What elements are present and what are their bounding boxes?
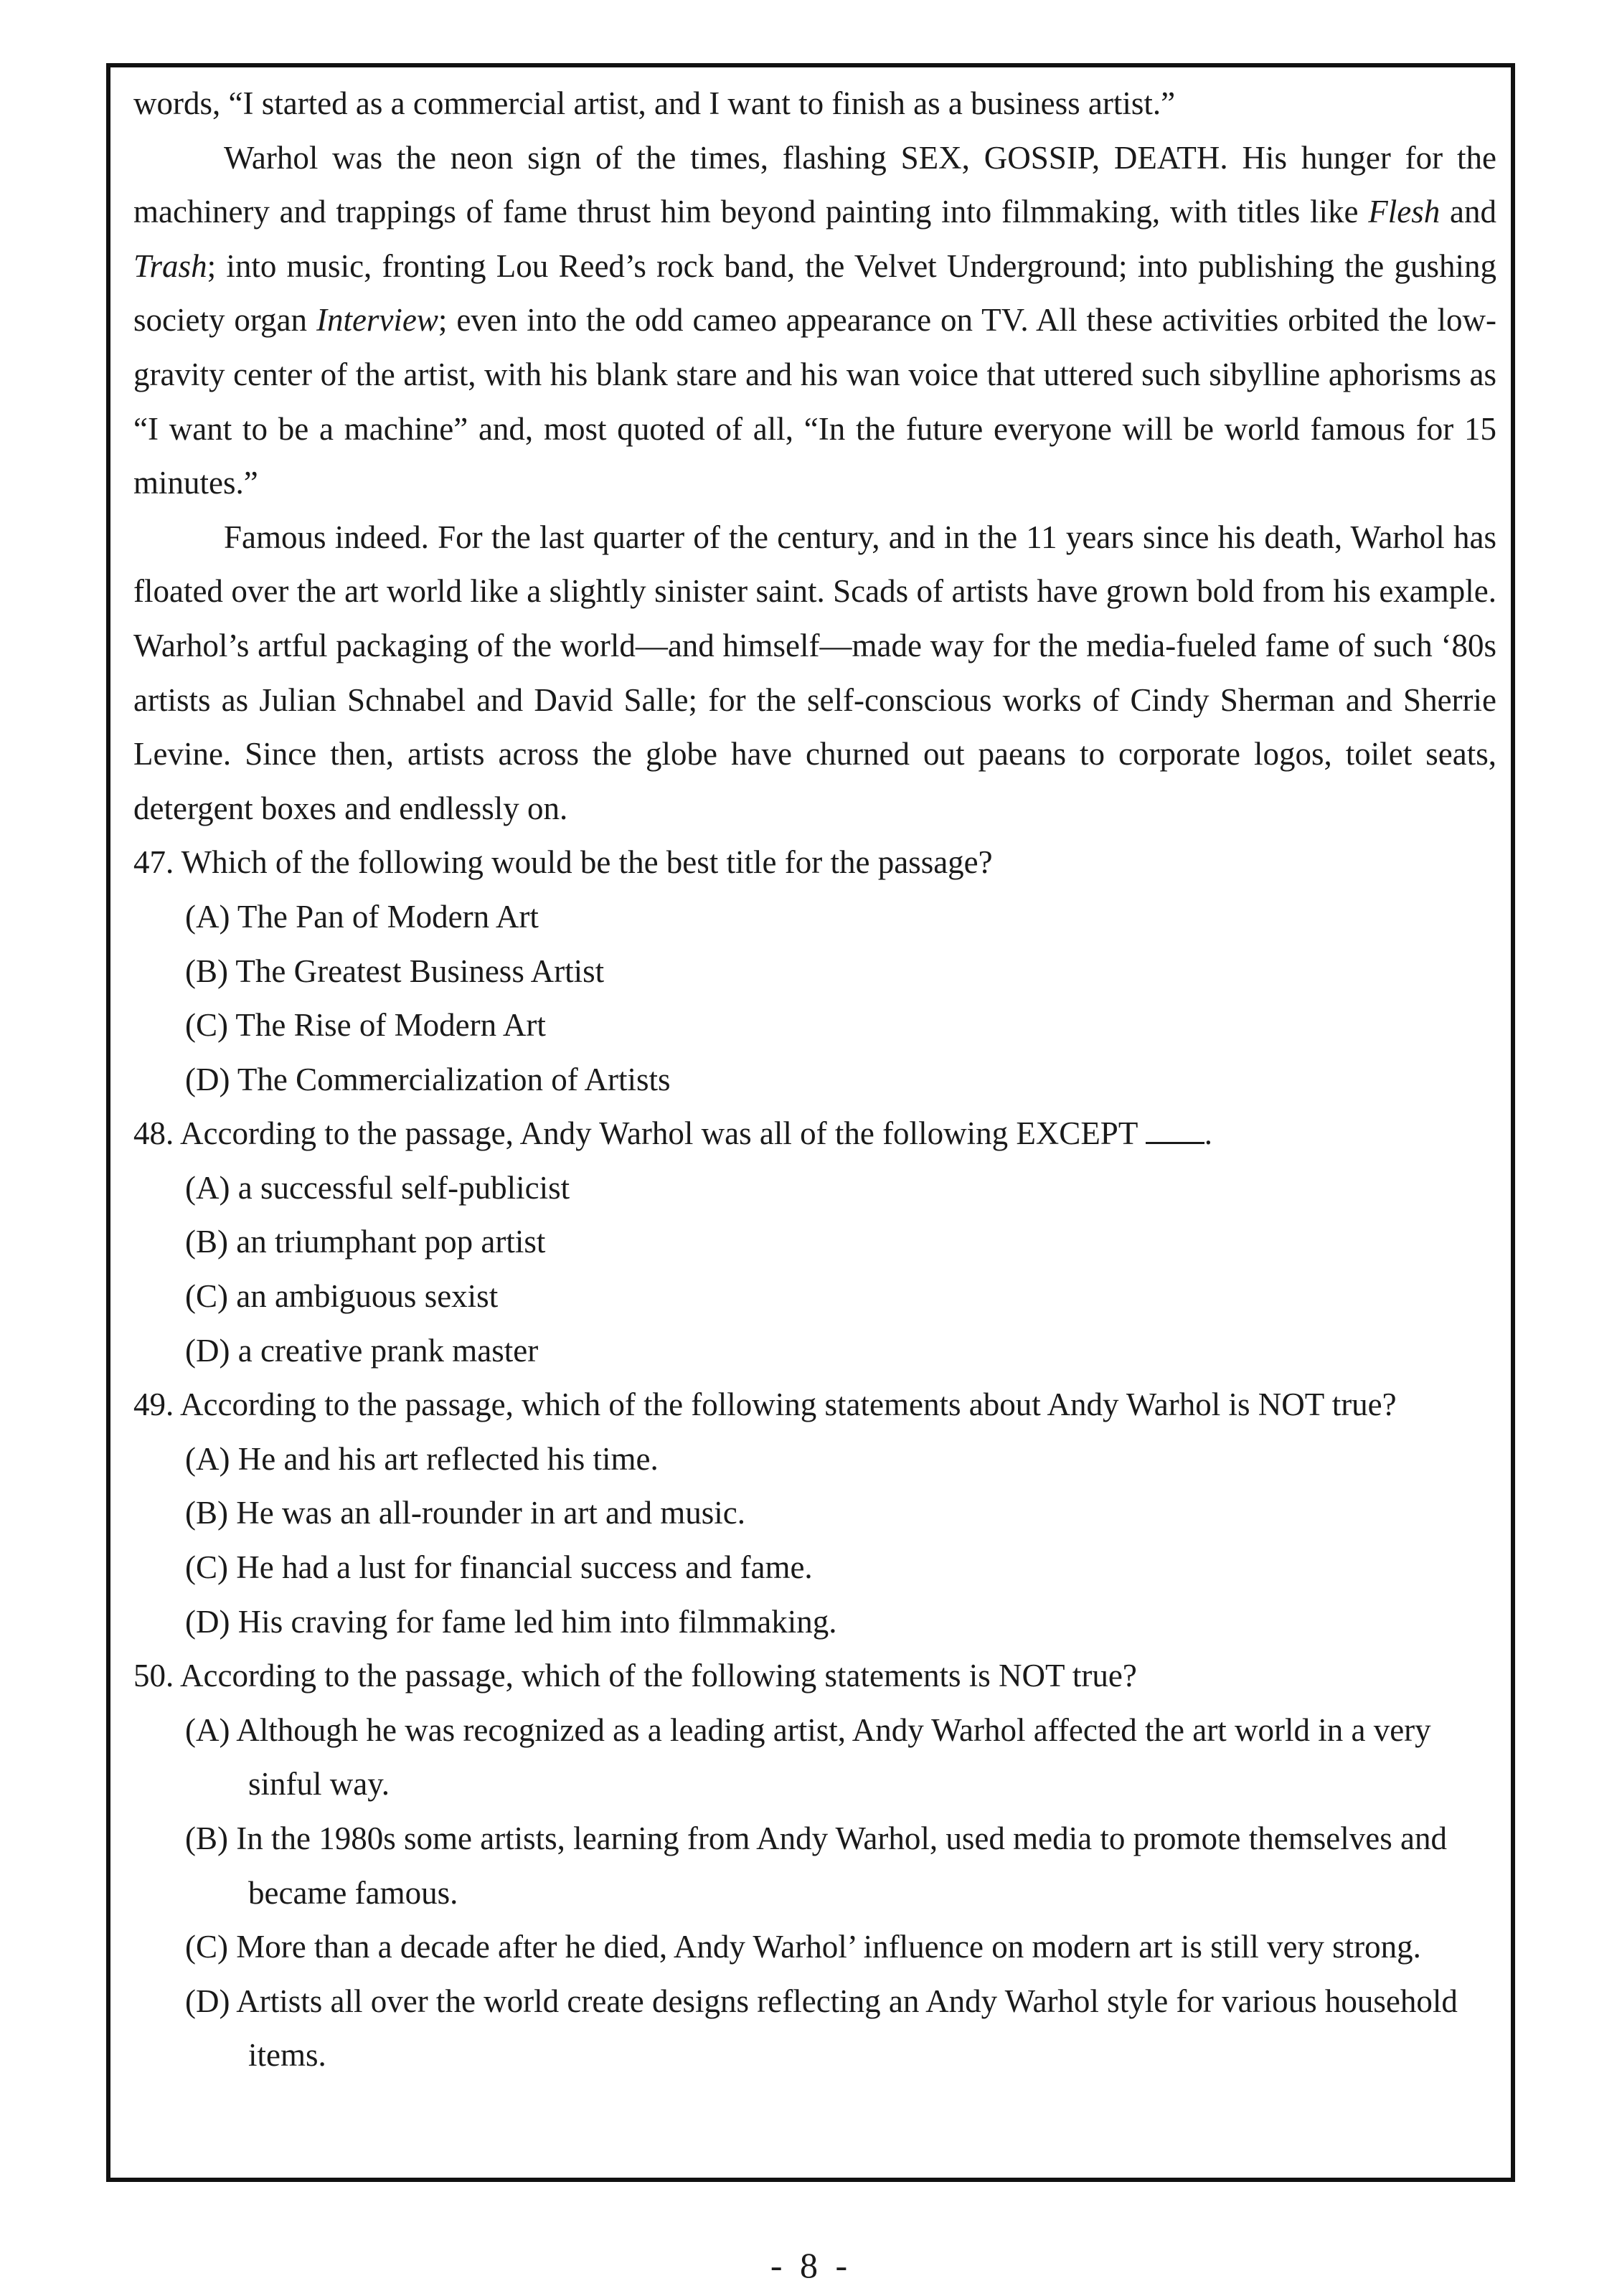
answer-option: (C) He had a lust for financial success and fame. (185, 1549, 813, 1586)
paragraph-text: ; into music, fronting Lou Reed’s rock band, the Velvet Underground; into publishing the gushing society organ (133, 247, 1496, 339)
paragraph-text: Warhol was the neon sign of the times, flashing SEX, GOSSIP, DEATH. His hunger for the machinery and trappings of fame thrust him beyond painting into filmmaking, with titles like (133, 139, 1496, 230)
page-number: - 8 - (770, 2245, 852, 2285)
film-title-trash: Trash (133, 247, 207, 284)
answer-option: (D) The Commercialization of Artists (185, 1061, 671, 1097)
answer-option: (A) The Pan of Modern Art (185, 898, 539, 935)
answer-option: (D) a creative prank master (185, 1332, 539, 1369)
passage-paragraph-3: Famous indeed. For the last quarter of the century, and in the 11 years since his death, Warhol has floated over the art world like a slightly sinister saint. Scads of artists have grown bold from his example. Warhol’s artful packaging of the world—and himself—made way for the media-fueled fame of such ‘80s artists as Julian Schnabel and David Salle; for the self-conscious works of Cindy Sherman and Sherrie Levine. Since then, artists across the globe have churned out paeans to corporate logos, toilet seats, detergent boxes and endlessly on. (133, 519, 1496, 826)
answer-option: (C) The Rise of Modern Art (185, 1007, 546, 1044)
question-48 (133, 1107, 1496, 1378)
question-49 (133, 1378, 1496, 1649)
answer-option: (C) More than a decade after he died, Andy Warhol’ influence on modern art is still very strong. (185, 1929, 1421, 1965)
answer-option: (B) In the 1980s some artists, learning from Andy Warhol, used media to promote themselves and became famous. (185, 1820, 1447, 1911)
answer-blank (1146, 1118, 1204, 1144)
question-50 (133, 1649, 1496, 2083)
question-stem: 47. Which of the following would be the best title for the passage? (133, 844, 993, 881)
answer-option: (D) Artists all over the world create designs reflecting an Andy Warhol style for various household items. (185, 1983, 1458, 2074)
answer-option: (C) an ambiguous sexist (185, 1278, 499, 1315)
film-title-flesh: Flesh (1368, 194, 1441, 230)
answer-option: (D) His craving for fame led him into filmmaking. (185, 1603, 837, 1640)
passage-paragraph-1: words, “I started as a commercial artist, and I want to finish as a business artist.” (133, 85, 1176, 121)
answer-option: (A) a successful self-publicist (185, 1169, 570, 1206)
answer-option: (B) The Greatest Business Artist (185, 953, 605, 989)
paragraph-text: and (1440, 194, 1496, 230)
question-47 (133, 836, 1496, 1107)
answer-option: (A) Although he was recognized as a leading artist, Andy Warhol affected the art world in a very sinful way. (185, 1711, 1431, 1803)
question-stem-text: 48. According to the passage, Andy Warhol was all of the following EXCEPT (133, 1115, 1146, 1152)
page-content (133, 77, 1496, 2083)
question-stem: 50. According to the passage, which of the following statements is NOT true? (133, 1658, 1137, 1694)
question-stem-end: . (1204, 1115, 1213, 1152)
question-stem (133, 1107, 1496, 1161)
answer-option: (B) an triumphant pop artist (185, 1224, 546, 1260)
answer-option: (A) He and his art reflected his time. (185, 1440, 659, 1477)
answer-option: (B) He was an all-rounder in art and music. (185, 1495, 745, 1531)
question-stem: 49. According to the passage, which of the following statements about Andy Warhol is NOT true? (133, 1386, 1397, 1423)
paragraph-text: ; even into the odd cameo appearance on TV. All these activities orbited the low-gravity center of the artist, with his blank stare and his wan voice that uttered such sibylline aphorisms as “I want to be a machine” and, most quoted of all, “In the future everyone will be world famous for 15 minutes.” (133, 302, 1496, 501)
passage-paragraph-2 (133, 131, 1496, 511)
magazine-title-interview: Interview (316, 302, 438, 339)
